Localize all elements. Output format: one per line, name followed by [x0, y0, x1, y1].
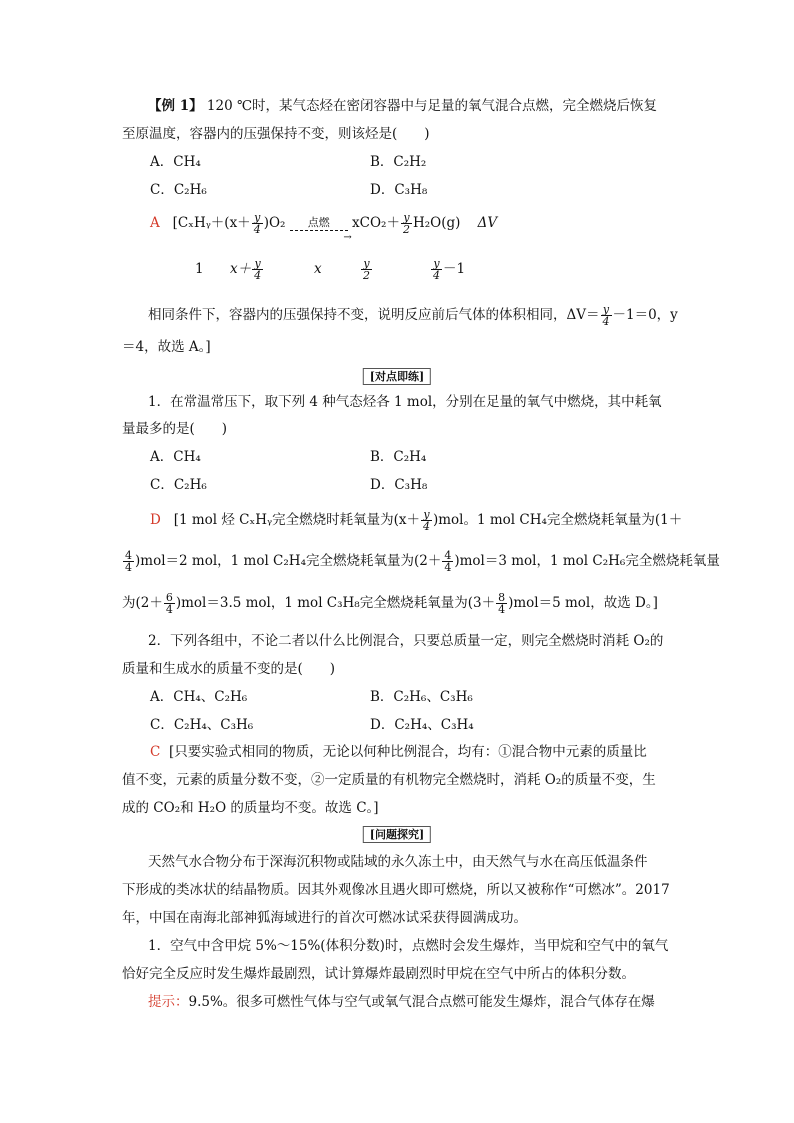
inquiry-section-badge: [问题探究] [363, 826, 431, 843]
option-c: C．C₂H₆ [150, 477, 207, 493]
option-a: A．CH₄ [150, 154, 201, 170]
inquiry-text-line-3: 年，中国在南海北部神狐海域进行的首次可燃冰试采获得圆满成功。 [122, 910, 527, 926]
option-d: D．C₃H₈ [370, 182, 428, 198]
practice2-explanation-line-2: 值不变，元素的质量分数不变，②一定质量的有机物完全燃烧时，消耗 O₂的质量不变，生 [122, 772, 656, 788]
practice2-question-line-2: 质量和生成水的质量不变的是( ) [122, 661, 336, 677]
option-a: A．CH₄ [150, 449, 201, 465]
example-explanation-line-1: 相同条件下，容器内的压强保持不变，说明反应前后气体的体积相同，ΔV＝ $\frac{y}{4}$ －1＝0，y [148, 303, 678, 328]
hint-label: 提示： [148, 994, 189, 1010]
option-c: C．C₂H₆ [150, 182, 207, 198]
practice1-question-line-1: 1．在常温常压下，取下列 4 种气态烃各 1 mol，分别在足量的氧气中燃烧，其中耗氧 [148, 394, 662, 410]
practice1-question-line-2: 量最多的是( ) [122, 421, 228, 437]
practice-section-badge: [对点即练] [363, 368, 431, 385]
answer-letter: D [150, 512, 161, 528]
practice1-explanation-line-1: D [1 mol 烃 CₓHᵧ完全燃烧时耗氧量为(x＋ $\frac{y}{4}$ )mol。1 mol CH₄完全燃烧耗氧量为(1＋ [150, 508, 683, 533]
example-question-line-2: 至原温度，容器内的压强保持不变，则该烃是( ) [122, 126, 430, 142]
practice2-question-line-1: 2．下列各组中，不论二者以什么比例混合，只要总质量一定，则完全燃烧时消耗 O₂的 [148, 633, 664, 649]
answer-letter: C [150, 744, 161, 760]
reaction-arrow: 点燃 → [290, 217, 348, 231]
practice2-explanation-line-3: 成的 CO₂和 H₂O 的质量均不变。故选 C。] [122, 800, 379, 816]
page: 【例 1】 120 ℃时，某气态烃在密闭容器中与足量的氧气混合点燃，完全燃烧后恢复 至原温度，容器内的压强保持不变，则该烃是( ) A．CH₄ B．C₂H₂ C．C₂H₆ D．C₃H₈ A [CₓHᵧ＋(x＋ $\frac{y}{4}$ )O₂ 点燃 → xCO₂＋ $\frac{y}{2}$ H₂O(g) ΔV 1 x＋ $\frac{y}{4}$ x $\frac{y}{2}$ $\frac{y}{4}$ －1 相同条件下，容器内的压强保持不变，说明反应前后气体的体积相同，ΔV＝ $\frac{y}{4}$ －1＝0，y ＝4，故选 A。] [对点即练] 1．在常温常压下，取下列 4 种气态烃各 1 mol，分别在足量的氧气中燃烧，其中耗氧 量最多的是( ) A．CH₄ B．C₂H₄ C．C₂H₆ D．C₃H₈ D [1 mol 烃 CₓHᵧ完全燃烧时耗氧量为(x＋ $\frac{y}{4}$ )mol。1 mol CH₄完全燃烧耗氧量为(1＋ $\frac{4}{4}$ )mol＝2 mol，1 mol C₂H₄完全燃烧耗氧量为(2＋ $\frac{4}{4}$ )mol＝3 mol，1 mol C₂H₆完全燃烧耗氧量 为(2＋ $\frac{6}{4}$ )mol＝3.5 mol，1 mol C₃H₈完全燃烧耗氧量为(3＋ $\frac{8}{4}$ )mol＝5 mol，故选 D。] 2．下列各组中，不论二者以什么比例混合，只要总质量一定，则完全燃烧时消耗 O₂的 质量和生成水的质量不变的是( ) A．CH₄、C₂H₆ B．C₂H₆、C₃H₆ C．C₂H₄、C₃H₆ D．C₂H₄、C₃H₄ C [只要实验式相同的物质，无论以何种比例混合，均有：①混合物中元素的质量比 值不变，元素的质量分数不变，②一定质量的有机物完全燃烧时，消耗 O₂的质量不变，生 成的 CO₂和 H₂O 的质量均不变。故选 C。] [问题探究] 天然气水合物分布于深海沉积物或陆域的永久冻土中，由天然气与水在高压低温条件 下形成的类冰状的结晶物质。因其外观像冰且遇火即可燃烧，所以又被称作“可燃冰”。2017 年，中国在南海北部神狐海域进行的首次可燃冰试采获得圆满成功。 1．空气中含甲烷 5%～15%(体积分数)时，点燃时会发生爆炸，当甲烷和空气中的氧气 恰好完全反应时发生爆炸最剧烈，试计算爆炸最剧烈时甲烷在空气中所占的体积分数。 提示：9.5%。很多可燃性气体与空气或氧气混合点燃可能发生爆炸，混合气体存在爆 [122, 98, 720, 1010]
answer-letter: A [150, 215, 160, 231]
option-b: B．C₂H₄ [370, 449, 427, 465]
practice1-explanation-line-2: $\frac{4}{4}$ )mol＝2 mol，1 mol C₂H₄完全燃烧耗氧量为(2＋ $\frac{4}{4}$ )mol＝3 mol，1 mol C₂H₆完全燃烧耗氧量 [125, 549, 720, 574]
inquiry-text-line-2: 下形成的类冰状的结晶物质。因其外观像冰且遇火即可燃烧，所以又被称作“可燃冰”。2017 [122, 882, 670, 898]
option-b: B．C₂H₂ [370, 154, 427, 170]
inquiry-text-line-1: 天然气水合物分布于深海沉积物或陆域的永久冻土中，由天然气与水在高压低温条件 [148, 854, 648, 870]
option-d: D．C₂H₄、C₃H₄ [370, 717, 474, 733]
option-c: C．C₂H₄、C₃H₆ [150, 717, 254, 733]
practice1-explanation-line-3: 为(2＋ $\frac{6}{4}$ )mol＝3.5 mol，1 mol C₃H₈完全燃烧耗氧量为(3＋ $\frac{8}{4}$ )mol＝5 mol，故选 D。] [122, 591, 658, 616]
option-d: D．C₃H₈ [370, 477, 428, 493]
inquiry-hint-line: 提示：9.5%。很多可燃性气体与空气或氧气混合点燃可能发生爆炸，混合气体存在爆 [148, 994, 655, 1010]
example-question-line-1: 【例 1】 120 ℃时，某气态烃在密闭容器中与足量的氧气混合点燃，完全燃烧后恢复 [148, 98, 658, 114]
inquiry-question-line-1: 1．空气中含甲烷 5%～15%(体积分数)时，点燃时会发生爆炸，当甲烷和空气中的氧气 [148, 938, 669, 954]
fraction-y-over-4: $\frac{y}{4}$ [253, 211, 261, 236]
inquiry-question-line-2: 恰好完全反应时发生爆炸最剧烈，试计算爆炸最剧烈时甲烷在空气中所占的体积分数。 [122, 966, 635, 982]
example-explanation-line-2: ＝4，故选 A。] [122, 339, 211, 355]
practice2-explanation-line-1: C [只要实验式相同的物质，无论以何种比例混合，均有：①混合物中元素的质量比 [150, 744, 647, 760]
option-a: A．CH₄、C₂H₆ [150, 689, 248, 705]
example-tag: 【例 1】 [148, 98, 203, 114]
reaction-equation: A [CₓHᵧ＋(x＋ $\frac{y}{4}$ )O₂ 点燃 → xCO₂＋ $\frac{y}{2}$ H₂O(g) ΔV [150, 211, 498, 243]
fraction-y-over-2: $\frac{y}{2}$ [402, 211, 410, 236]
option-b: B．C₂H₆、C₃H₆ [370, 689, 473, 705]
